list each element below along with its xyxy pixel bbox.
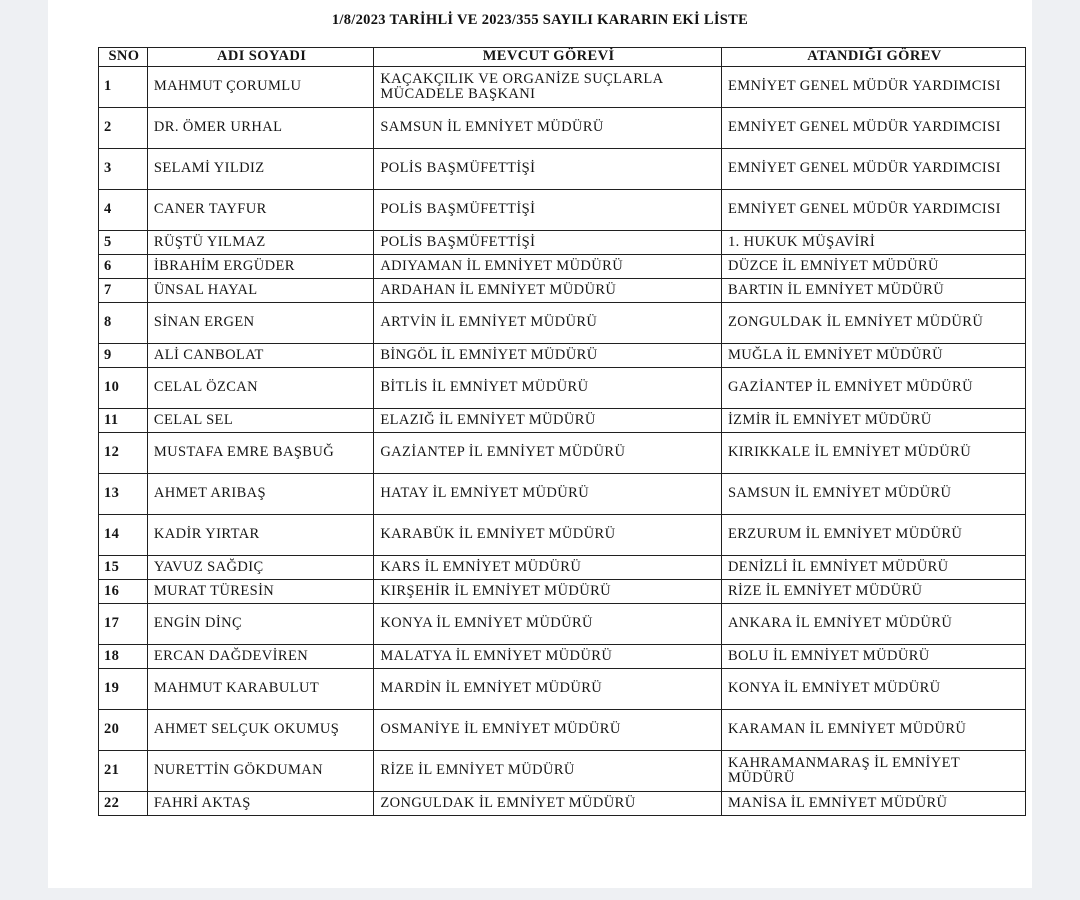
cell-name: ERCAN DAĞDEVİREN xyxy=(147,645,373,669)
cell-appointed-duty: EMNİYET GENEL MÜDÜR YARDIMCISI xyxy=(721,67,1025,108)
cell-appointed-duty: GAZİANTEP İL EMNİYET MÜDÜRÜ xyxy=(721,368,1025,409)
cell-name: AHMET SELÇUK OKUMUŞ xyxy=(147,710,373,751)
cell-name: MAHMUT KARABULUT xyxy=(147,669,373,710)
cell-name: ENGİN DİNÇ xyxy=(147,604,373,645)
cell-name: KADİR YIRTAR xyxy=(147,515,373,556)
cell-sno: 19 xyxy=(99,669,148,710)
appointment-table xyxy=(98,47,1026,816)
table-header-row xyxy=(99,48,1026,67)
table-row xyxy=(99,556,1026,580)
cell-sno: 5 xyxy=(99,231,148,255)
cell-sno: 15 xyxy=(99,556,148,580)
table-row xyxy=(99,368,1026,409)
cell-sno: 10 xyxy=(99,368,148,409)
cell-appointed-duty: RİZE İL EMNİYET MÜDÜRÜ xyxy=(721,580,1025,604)
table-row xyxy=(99,190,1026,231)
cell-current-duty: SAMSUN İL EMNİYET MÜDÜRÜ xyxy=(374,108,722,149)
cell-current-duty: ELAZIĞ İL EMNİYET MÜDÜRÜ xyxy=(374,409,722,433)
cell-appointed-duty: 1. HUKUK MÜŞAVİRİ xyxy=(721,231,1025,255)
cell-appointed-duty: BOLU İL EMNİYET MÜDÜRÜ xyxy=(721,645,1025,669)
table-row xyxy=(99,255,1026,279)
header-name: ADI SOYADI xyxy=(147,48,373,67)
table-row xyxy=(99,604,1026,645)
cell-sno: 22 xyxy=(99,792,148,816)
cell-name: CANER TAYFUR xyxy=(147,190,373,231)
cell-current-duty: MALATYA İL EMNİYET MÜDÜRÜ xyxy=(374,645,722,669)
cell-sno: 12 xyxy=(99,433,148,474)
table-row xyxy=(99,515,1026,556)
table-row xyxy=(99,231,1026,255)
cell-appointed-duty: KIRIKKALE İL EMNİYET MÜDÜRÜ xyxy=(721,433,1025,474)
cell-name: ÜNSAL HAYAL xyxy=(147,279,373,303)
cell-sno: 14 xyxy=(99,515,148,556)
cell-current-duty: KIRŞEHİR İL EMNİYET MÜDÜRÜ xyxy=(374,580,722,604)
cell-sno: 6 xyxy=(99,255,148,279)
header-sno: SNO xyxy=(99,48,148,67)
cell-appointed-duty: MANİSA İL EMNİYET MÜDÜRÜ xyxy=(721,792,1025,816)
cell-current-duty: ARTVİN İL EMNİYET MÜDÜRÜ xyxy=(374,303,722,344)
cell-current-duty: POLİS BAŞMÜFETTİŞİ xyxy=(374,190,722,231)
table-row xyxy=(99,710,1026,751)
cell-appointed-duty: KARAMAN İL EMNİYET MÜDÜRÜ xyxy=(721,710,1025,751)
cell-sno: 18 xyxy=(99,645,148,669)
table-row xyxy=(99,433,1026,474)
cell-appointed-duty: EMNİYET GENEL MÜDÜR YARDIMCISI xyxy=(721,149,1025,190)
table-row xyxy=(99,792,1026,816)
table-row xyxy=(99,279,1026,303)
cell-current-duty: MARDİN İL EMNİYET MÜDÜRÜ xyxy=(374,669,722,710)
table-row xyxy=(99,580,1026,604)
cell-name: YAVUZ SAĞDIÇ xyxy=(147,556,373,580)
cell-name: MUSTAFA EMRE BAŞBUĞ xyxy=(147,433,373,474)
cell-appointed-duty: SAMSUN İL EMNİYET MÜDÜRÜ xyxy=(721,474,1025,515)
cell-name: SİNAN ERGEN xyxy=(147,303,373,344)
cell-name: SELAMİ YILDIZ xyxy=(147,149,373,190)
table-row xyxy=(99,474,1026,515)
cell-sno: 2 xyxy=(99,108,148,149)
cell-current-duty: KARS İL EMNİYET MÜDÜRÜ xyxy=(374,556,722,580)
cell-sno: 11 xyxy=(99,409,148,433)
table-row xyxy=(99,751,1026,792)
cell-sno: 9 xyxy=(99,344,148,368)
cell-current-duty: KARABÜK İL EMNİYET MÜDÜRÜ xyxy=(374,515,722,556)
header-appointed-duty: ATANDIĞI GÖREV xyxy=(721,48,1025,67)
table-row xyxy=(99,108,1026,149)
cell-appointed-duty: MUĞLA İL EMNİYET MÜDÜRÜ xyxy=(721,344,1025,368)
cell-name: MAHMUT ÇORUMLU xyxy=(147,67,373,108)
cell-current-duty: RİZE İL EMNİYET MÜDÜRÜ xyxy=(374,751,722,792)
cell-current-duty: POLİS BAŞMÜFETTİŞİ xyxy=(374,231,722,255)
cell-name: FAHRİ AKTAŞ xyxy=(147,792,373,816)
cell-current-duty: BİNGÖL İL EMNİYET MÜDÜRÜ xyxy=(374,344,722,368)
cell-current-duty: ADIYAMAN İL EMNİYET MÜDÜRÜ xyxy=(374,255,722,279)
cell-name: CELAL ÖZCAN xyxy=(147,368,373,409)
table-body xyxy=(99,67,1026,816)
cell-current-duty: KONYA İL EMNİYET MÜDÜRÜ xyxy=(374,604,722,645)
cell-appointed-duty: EMNİYET GENEL MÜDÜR YARDIMCISI xyxy=(721,108,1025,149)
cell-sno: 17 xyxy=(99,604,148,645)
header-current-duty: MEVCUT GÖREVİ xyxy=(374,48,722,67)
cell-sno: 4 xyxy=(99,190,148,231)
table-row xyxy=(99,344,1026,368)
cell-appointed-duty: EMNİYET GENEL MÜDÜR YARDIMCISI xyxy=(721,190,1025,231)
document-title: 1/8/2023 TARİHLİ VE 2023/355 SAYILI KARARIN EKİ LİSTE xyxy=(331,12,749,28)
cell-sno: 21 xyxy=(99,751,148,792)
cell-name: DR. ÖMER URHAL xyxy=(147,108,373,149)
cell-name: NURETTİN GÖKDUMAN xyxy=(147,751,373,792)
cell-current-duty: BİTLİS İL EMNİYET MÜDÜRÜ xyxy=(374,368,722,409)
table-row xyxy=(99,303,1026,344)
cell-appointed-duty: ERZURUM İL EMNİYET MÜDÜRÜ xyxy=(721,515,1025,556)
cell-name: ALİ CANBOLAT xyxy=(147,344,373,368)
cell-sno: 3 xyxy=(99,149,148,190)
cell-current-duty: ARDAHAN İL EMNİYET MÜDÜRÜ xyxy=(374,279,722,303)
table-row xyxy=(99,409,1026,433)
cell-name: CELAL SEL xyxy=(147,409,373,433)
cell-name: MURAT TÜRESİN xyxy=(147,580,373,604)
cell-appointed-duty: DÜZCE İL EMNİYET MÜDÜRÜ xyxy=(721,255,1025,279)
cell-current-duty: KAÇAKÇILIK VE ORGANİZE SUÇLARLA MÜCADELE BAŞKANI xyxy=(374,67,722,108)
table-row xyxy=(99,669,1026,710)
cell-name: RÜŞTÜ YILMAZ xyxy=(147,231,373,255)
cell-sno: 16 xyxy=(99,580,148,604)
cell-current-duty: HATAY İL EMNİYET MÜDÜRÜ xyxy=(374,474,722,515)
cell-sno: 1 xyxy=(99,67,148,108)
cell-current-duty: GAZİANTEP İL EMNİYET MÜDÜRÜ xyxy=(374,433,722,474)
cell-appointed-duty: ZONGULDAK İL EMNİYET MÜDÜRÜ xyxy=(721,303,1025,344)
cell-name: AHMET ARIBAŞ xyxy=(147,474,373,515)
cell-current-duty: OSMANİYE İL EMNİYET MÜDÜRÜ xyxy=(374,710,722,751)
cell-appointed-duty: BARTIN İL EMNİYET MÜDÜRÜ xyxy=(721,279,1025,303)
cell-current-duty: ZONGULDAK İL EMNİYET MÜDÜRÜ xyxy=(374,792,722,816)
cell-name: İBRAHİM ERGÜDER xyxy=(147,255,373,279)
cell-sno: 8 xyxy=(99,303,148,344)
cell-sno: 13 xyxy=(99,474,148,515)
cell-appointed-duty: KAHRAMANMARAŞ İL EMNİYET MÜDÜRÜ xyxy=(721,751,1025,792)
document-page xyxy=(48,0,1032,888)
table-row xyxy=(99,645,1026,669)
table-row xyxy=(99,149,1026,190)
cell-appointed-duty: İZMİR İL EMNİYET MÜDÜRÜ xyxy=(721,409,1025,433)
cell-sno: 20 xyxy=(99,710,148,751)
table-row xyxy=(99,67,1026,108)
cell-sno: 7 xyxy=(99,279,148,303)
cell-current-duty: POLİS BAŞMÜFETTİŞİ xyxy=(374,149,722,190)
cell-appointed-duty: KONYA İL EMNİYET MÜDÜRÜ xyxy=(721,669,1025,710)
cell-appointed-duty: DENİZLİ İL EMNİYET MÜDÜRÜ xyxy=(721,556,1025,580)
cell-appointed-duty: ANKARA İL EMNİYET MÜDÜRÜ xyxy=(721,604,1025,645)
